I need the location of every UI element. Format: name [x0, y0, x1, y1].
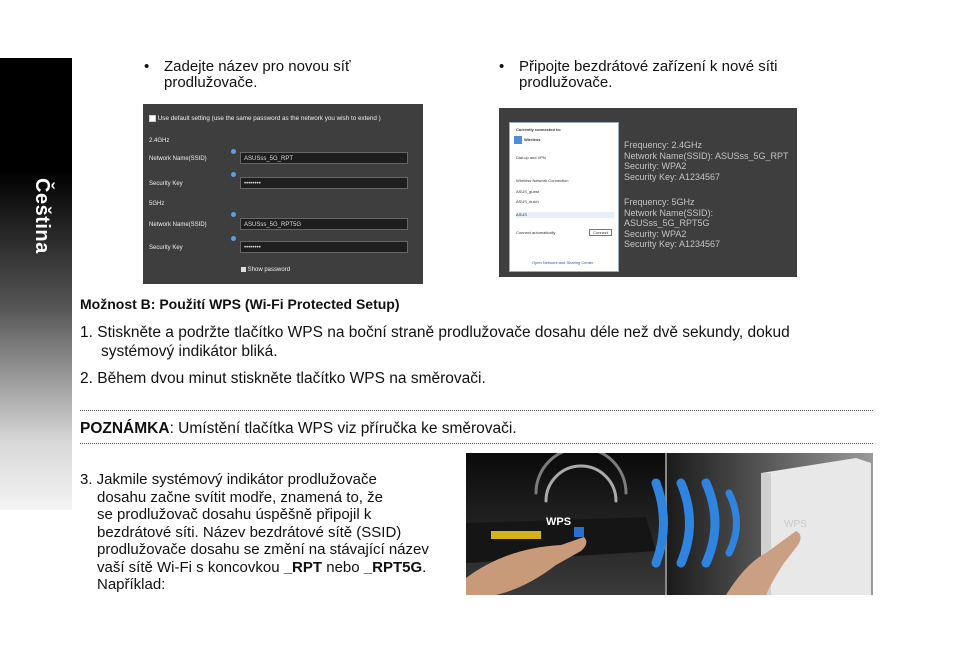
- section-heading: Možnost B: Použití WPS (Wi-Fi Protected Setup): [80, 296, 400, 312]
- connect-auto: Connect automatically: [516, 230, 556, 235]
- divider-top: [80, 410, 873, 411]
- info-icon: [231, 236, 236, 241]
- checkbox-icon: [241, 267, 246, 272]
- step-2: 2. Během dvou minut stiskněte tlačítko WPS na směrovači.: [80, 370, 486, 387]
- info-24-line: Frequency: 2.4GHz: [624, 140, 703, 150]
- right-bullet-line2: prodlužovače.: [519, 74, 613, 91]
- left-bullet-line1: Zadejte název pro novou síť: [164, 58, 351, 75]
- info-5-block: [624, 197, 797, 250]
- step-3-line: [80, 559, 429, 577]
- suffix-rpt: _RPT: [283, 558, 323, 576]
- popup-title: Currently connected to:: [516, 127, 562, 132]
- info-24-block: [624, 140, 789, 182]
- info-5-line: Security Key: A1234567: [624, 239, 721, 250]
- step-3-line: bezdrátové síti. Název bezdrátové sítě (SSID): [97, 523, 402, 541]
- network-icon: [514, 136, 522, 144]
- info-icon: [231, 212, 236, 217]
- step-3-text: vaší sítě Wi-Fi s koncovkou: [97, 558, 284, 576]
- left-bullet-line2: prodlužovače.: [164, 74, 258, 91]
- wps-button-icon: [574, 527, 584, 537]
- right-bullet: [499, 58, 778, 91]
- default-setting-row: [149, 115, 381, 122]
- key-5-field: ••••••••: [240, 241, 408, 253]
- ssid-5-field: ASUSss_5G_RPT5G: [240, 218, 408, 230]
- language-side-tab: [0, 58, 72, 510]
- note-label: POZNÁMKA: [80, 420, 170, 437]
- ssid-24-field: ASUSss_5G_RPT: [240, 152, 408, 164]
- step-3: [80, 471, 429, 594]
- step-3-text: .: [422, 558, 427, 576]
- info-24-line: Security: WPA2: [624, 161, 687, 172]
- step-3-line: dosahu začne svítit modře, znamená to, že: [97, 488, 383, 506]
- info-5-line: Security: WPA2: [624, 228, 687, 239]
- note: [80, 419, 517, 438]
- wps-illustration: [466, 453, 873, 595]
- wps-label-right: WPS: [784, 519, 807, 530]
- step-3-line: 3. Jakmile systémový indikátor prodlužovače: [80, 471, 377, 488]
- network-settings-screenshot: [143, 104, 423, 284]
- language-label: Čeština: [31, 178, 53, 254]
- wifi-connect-screenshot: [499, 108, 797, 277]
- default-setting-label: Use default setting (use the same password as the network you wish to extend ): [157, 115, 381, 123]
- bullet-dot: •: [499, 58, 505, 75]
- band-24-label: 2.4GHz: [149, 138, 170, 144]
- suffix-rpt5g: _RPT5G: [363, 558, 423, 576]
- popup-item: ASUS: [516, 212, 614, 218]
- popup-item: ASUS_dulch: [516, 199, 539, 204]
- info-24-line: Network Name(SSID): ASUSss_5G_RPT: [624, 150, 789, 161]
- info-icon: [231, 149, 236, 154]
- info-5-line: Network Name(SSID): ASUSss_5G_RPT5G: [624, 207, 714, 229]
- popup-footer: Open Network and Sharing Center: [532, 260, 594, 265]
- left-bullet: [144, 58, 351, 91]
- router-ports: [491, 531, 541, 539]
- key-5-label: Security Key: [149, 245, 183, 251]
- connect-button: Connect: [589, 229, 612, 236]
- popup-item: Dial-up and VPN: [516, 155, 546, 160]
- ssid-5-label: Network Name(SSID): [149, 222, 207, 228]
- step-1-line1: 1. Stiskněte a podržte tlačítko WPS na boční straně prodlužovače dosahu déle než dvě sekundy, dokud: [80, 324, 790, 341]
- checkbox-icon: [149, 115, 156, 122]
- popup-item: ASUS_guest: [516, 189, 539, 194]
- info-icon: [231, 172, 236, 177]
- ssid-24-label: Network Name(SSID): [149, 156, 207, 162]
- step-3-line: Například:: [97, 576, 166, 593]
- step-3-text: nebo: [322, 558, 364, 576]
- divider-bottom: [80, 443, 873, 444]
- note-text: : Umístění tlačítka WPS viz příručka ke směrovači.: [169, 420, 517, 437]
- step-1-line2: systémový indikátor bliká.: [101, 343, 278, 360]
- wps-photo: [466, 453, 873, 595]
- popup-item: Wireless Network Connection: [516, 178, 569, 183]
- show-password-label: Show password: [247, 267, 291, 274]
- wifi-popup: [509, 122, 619, 272]
- band-5-label: 5GHz: [149, 201, 165, 207]
- wps-label-left: WPS: [546, 516, 572, 528]
- info-24-line: Security Key: A1234567: [624, 171, 721, 182]
- step-3-line: prodlužovače dosahu se změní na stávající název: [97, 541, 429, 558]
- key-24-field: ••••••••: [240, 177, 408, 189]
- step-3-line: se prodlužovač dosahu úspěšně připojil k: [97, 506, 372, 523]
- info-5-line: Frequency: 5GHz: [624, 197, 695, 207]
- bullet-dot: •: [144, 58, 150, 75]
- popup-item: Wireless: [524, 137, 541, 142]
- right-bullet-line1: Připojte bezdrátové zařízení k nové síti: [519, 58, 778, 75]
- show-password-row: [241, 267, 290, 273]
- key-24-label: Security Key: [149, 181, 183, 187]
